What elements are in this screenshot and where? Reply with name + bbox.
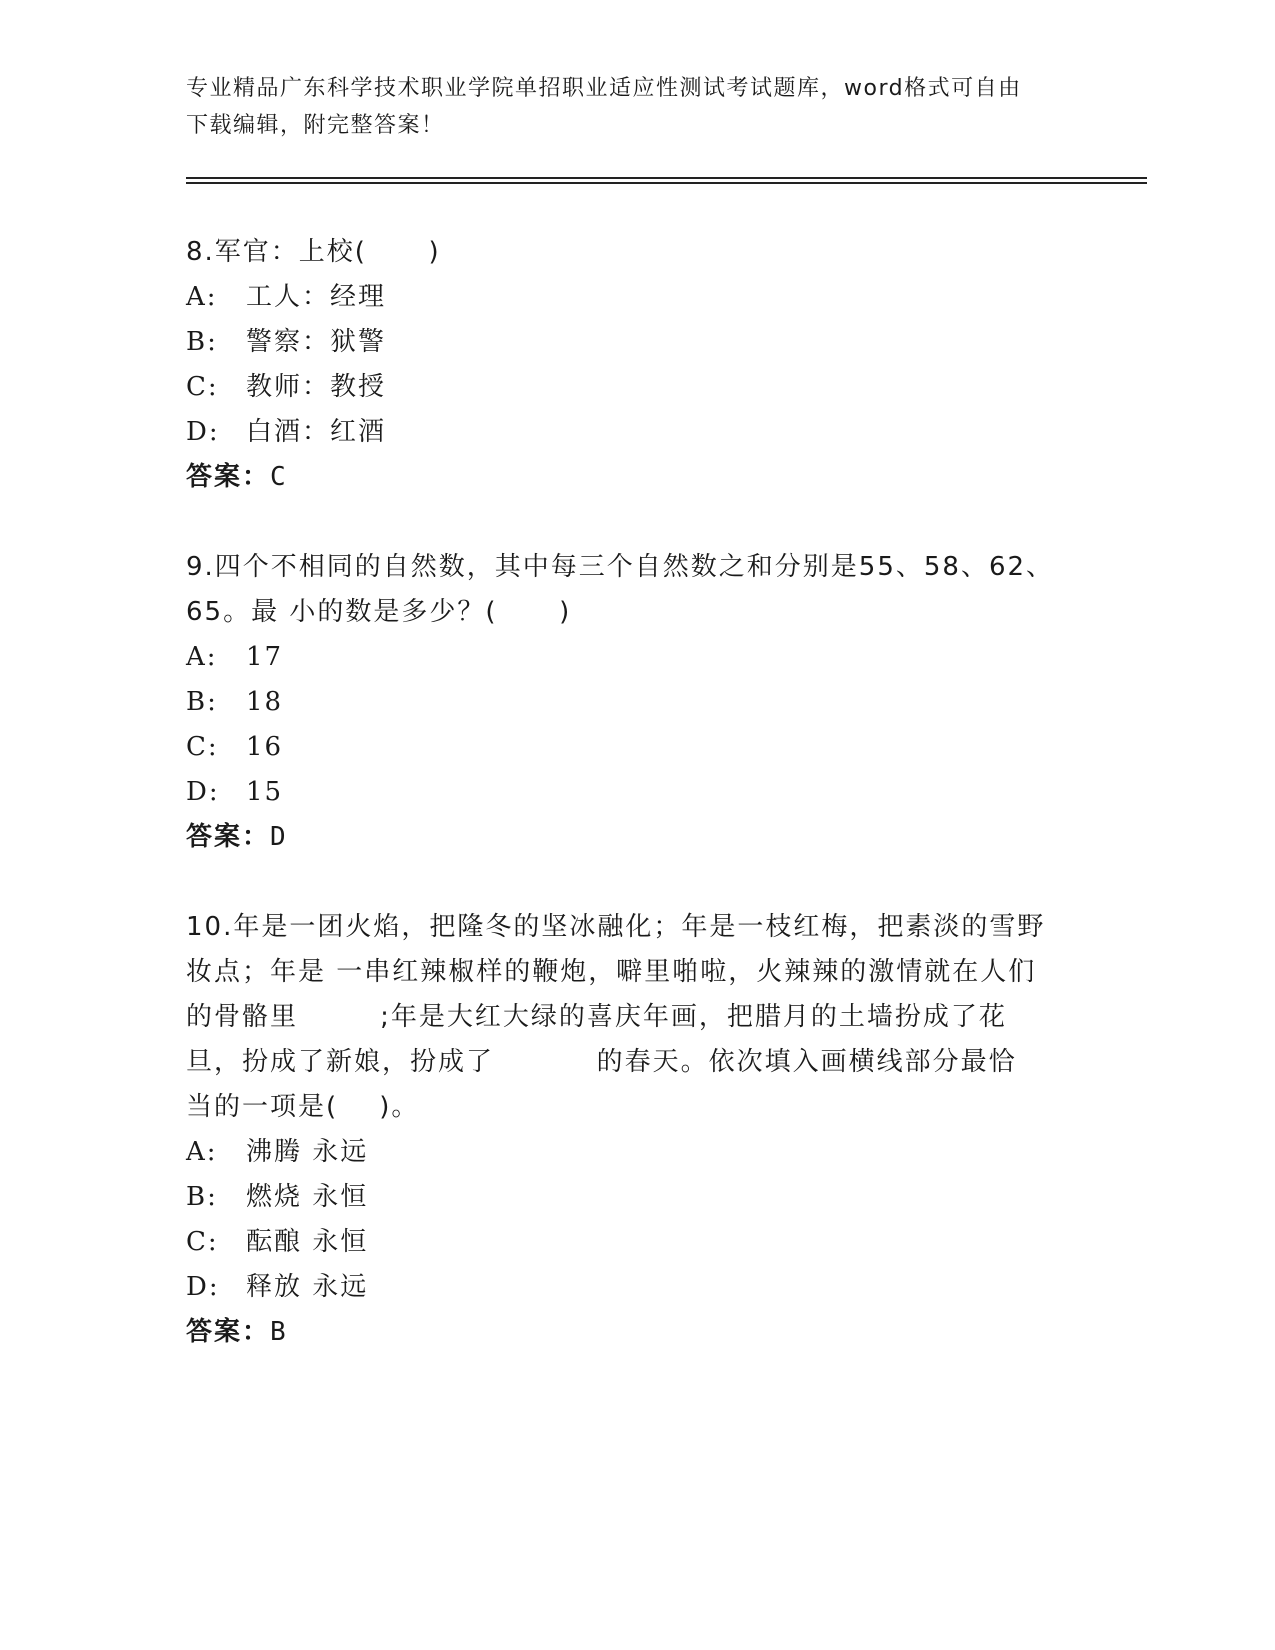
option-text: 警察：狱警: [246, 327, 387, 357]
option-key: D:: [186, 417, 220, 447]
option-d: [186, 1265, 1086, 1310]
option-key: B:: [186, 1182, 218, 1212]
option-text: 沸腾 永远: [246, 1137, 369, 1167]
option-text: 教师：教授: [246, 372, 387, 402]
answer-line: [186, 455, 1086, 500]
answer-label: 答案：: [186, 1317, 271, 1347]
answer-line: [186, 1310, 1086, 1355]
question-stem-line-2: 65。最 小的数是多少？( ): [186, 597, 572, 627]
answer-line: [186, 815, 1086, 860]
option-b: [186, 680, 1086, 725]
question-stem-line-5: 当的一项是( )。: [186, 1092, 420, 1122]
option-key: B:: [186, 687, 218, 717]
option-key: A:: [186, 1137, 218, 1167]
option-d: [186, 410, 1086, 455]
option-key: A:: [186, 642, 218, 672]
option-text: 释放 永远: [246, 1272, 369, 1302]
answer-value: C: [270, 462, 288, 492]
option-d: [186, 770, 1086, 815]
option-a: [186, 635, 1086, 680]
option-text: 16: [246, 732, 284, 762]
option-a: [186, 1130, 1086, 1175]
header-divider-bottom: [186, 182, 1147, 184]
option-text: 工人：经理: [246, 282, 387, 312]
answer-label: 答案：: [186, 462, 271, 492]
option-key: D:: [186, 1272, 220, 1302]
header-divider-top: [186, 177, 1147, 179]
option-text: 15: [246, 777, 284, 807]
option-key: D:: [186, 777, 220, 807]
document-header: [186, 70, 1086, 144]
question-10: [186, 905, 1086, 1355]
option-c: [186, 365, 1086, 410]
option-c: [186, 1220, 1086, 1265]
answer-label: 答案：: [186, 822, 271, 852]
option-key: A:: [186, 282, 218, 312]
question-stem-line-3: 的骨骼里 ;年是大红大绿的喜庆年画，把腊月的土墙扮成了花: [186, 1002, 1007, 1032]
option-key: B:: [186, 327, 218, 357]
option-c: [186, 725, 1086, 770]
question-stem-line-1: 10.年是一团火焰，把隆冬的坚冰融化；年是一枝红梅，把素淡的雪野: [186, 912, 1046, 942]
question-stem-line-2: 妆点；年是 一串红辣椒样的鞭炮，噼里啪啦，火辣辣的激情就在人们: [186, 957, 1037, 987]
header-line-1: 专业精品广东科学技术职业学院单招职业适应性测试考试题库，word格式可自由: [186, 76, 1022, 101]
option-text: 燃烧 永恒: [246, 1182, 369, 1212]
answer-value: D: [270, 822, 288, 852]
option-key: C:: [186, 372, 219, 402]
option-text: 18: [246, 687, 284, 717]
option-key: C:: [186, 1227, 219, 1257]
question-stem: 8.军官：上校( ): [186, 237, 441, 267]
option-text: 17: [246, 642, 284, 672]
answer-value: B: [270, 1317, 288, 1347]
question-9: [186, 545, 1086, 860]
option-b: [186, 1175, 1086, 1220]
option-b: [186, 320, 1086, 365]
option-key: C:: [186, 732, 219, 762]
question-8: [186, 230, 1086, 500]
option-text: 白酒：红酒: [246, 417, 387, 447]
question-stem-line-4: 旦，扮成了新娘，扮成了 的春天。依次填入画横线部分最恰: [186, 1047, 1017, 1077]
question-stem-line-1: 9.四个不相同的自然数，其中每三个自然数之和分别是55、58、62、: [186, 552, 1055, 582]
option-a: [186, 275, 1086, 320]
header-line-2: 下载编辑，附完整答案！: [186, 113, 445, 138]
option-text: 酝酿 永恒: [246, 1227, 369, 1257]
